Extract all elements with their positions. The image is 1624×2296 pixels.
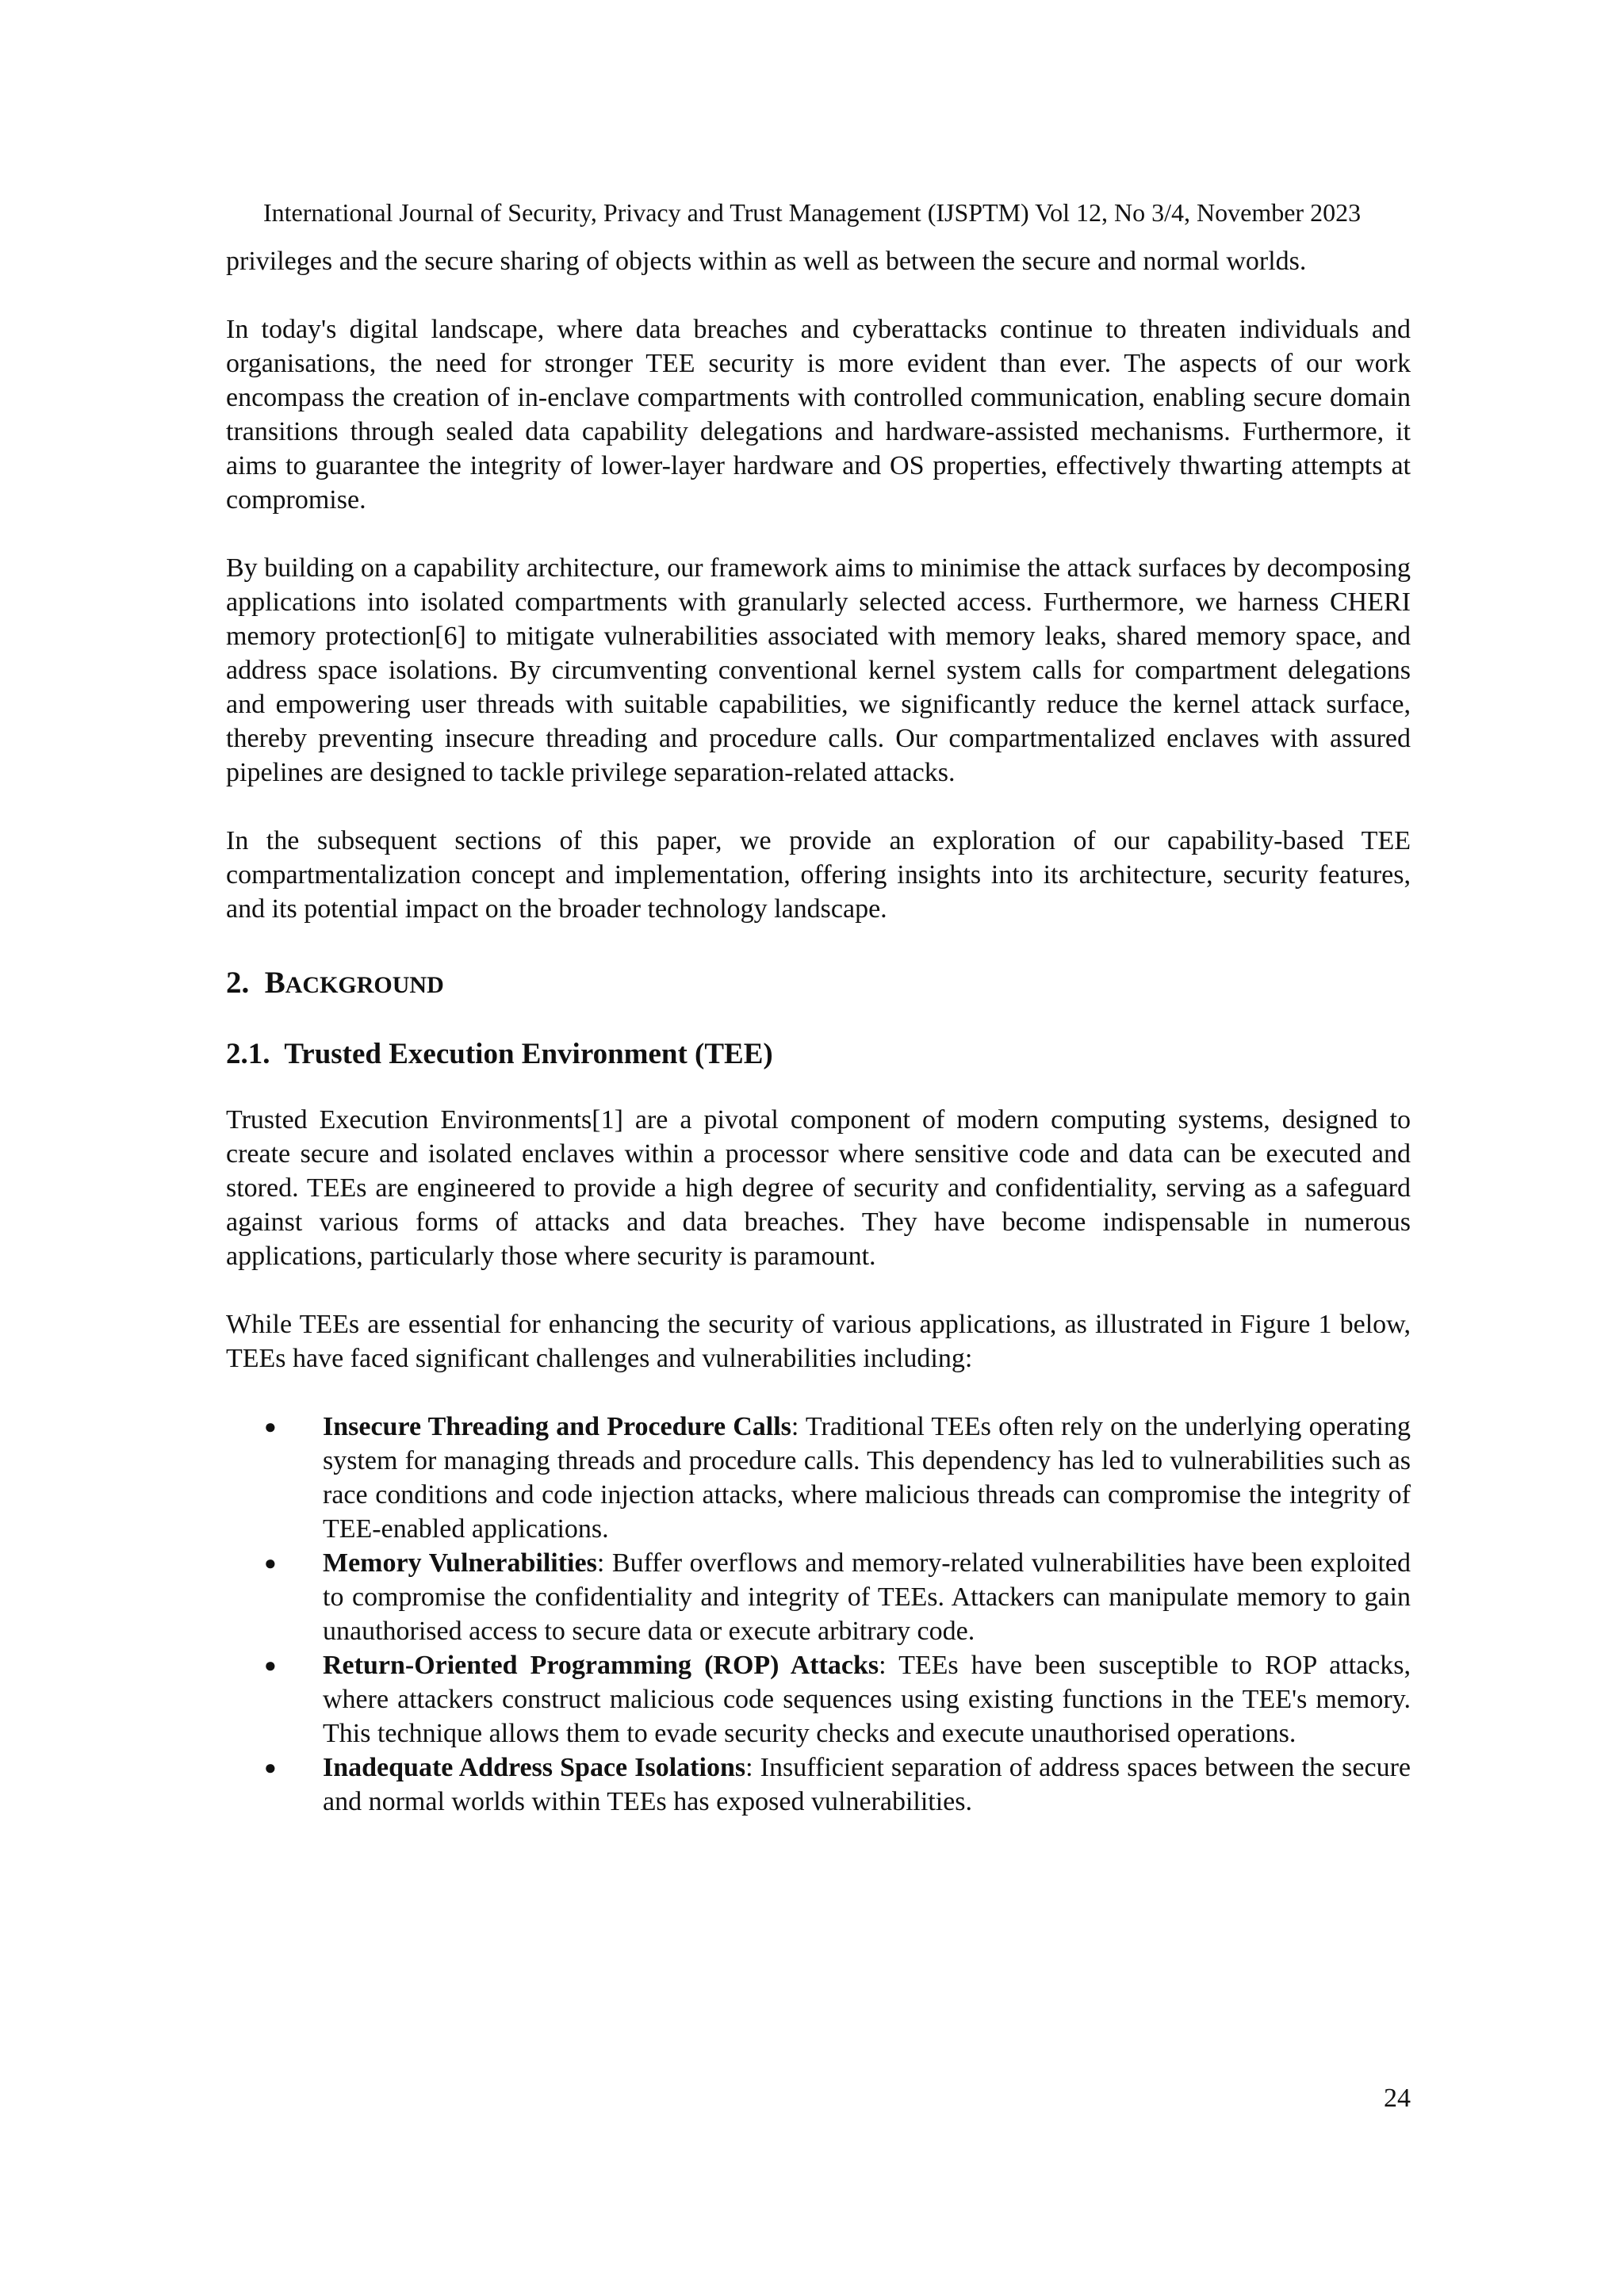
body-paragraph: By building on a capability architecture, our framework aims to minimise the attack surfaces by decomposing applications into isolated compartments with granularly selected access. Furthermore, we harness CHERI memory protection[6] to mitigate vulnerabilities associated with memory leaks, shared memory space, and address space isolations. By circumventing conventional kernel system calls for compartment delegations and empowering user threads with suitable capabilities, we significantly reduce the kernel attack surface, thereby preventing insecure threading and procedure calls. Our compartmentalized enclaves with assured pipelines are designed to tackle privilege separation-related attacks. bbox=[226, 553, 1411, 787]
list-item-text: : TEEs have been susceptible to ROP attacks, where attackers construct malicious code sequences using existing functions in the TEE's memory. This technique allows them to evade security checks and execute unauthorised operations. bbox=[323, 1651, 1411, 1748]
subsection-number: 2.1. bbox=[226, 1038, 270, 1070]
vulnerability-list bbox=[226, 1410, 1411, 1819]
list-item-term: Inadequate Address Space Isolations bbox=[323, 1753, 746, 1782]
section-heading bbox=[226, 962, 1411, 1006]
page-number: 24 bbox=[1384, 2084, 1411, 2113]
journal-running-header: International Journal of Security, Privacy and Trust Management (IJSPTM) Vol 12, No 3/4, November 2023 bbox=[262, 198, 1362, 227]
section-title-initial: B bbox=[264, 966, 285, 1000]
body-paragraph: Trusted Execution Environments[1] are a pivotal component of modern computing systems, designed to create secure and isolated enclaves within a processor where sensitive code and data can be executed and stored. TEEs are engineered to provide a high degree of security and confidentiality, serving as a safeguard against various forms of attacks and data breaches. They have become indispensable in numerous applications, particularly those where security is paramount. bbox=[226, 1105, 1411, 1271]
section-number: 2. bbox=[226, 966, 250, 1000]
list-item-text: : Buffer overflows and memory-related vulnerabilities have been exploited to compromise the confidentiality and integrity of TEEs. Attackers can manipulate memory to gain unauthorised access to secure data or execute arbitrary code. bbox=[323, 1548, 1411, 1646]
body-paragraph: In today's digital landscape, where data breaches and cyberattacks continue to threaten individuals and organisations, the need for stronger TEE security is more evident than ever. The aspects of our work encompass the creation of in-enclave compartments with controlled communication, enabling secure domain transitions through sealed data capability delegations and hardware-assisted mechanisms. Furthermore, it aims to guarantee the integrity of lower-layer hardware and OS properties, effectively thwarting attempts at compromise. bbox=[226, 315, 1411, 515]
list-item-term: Memory Vulnerabilities bbox=[323, 1548, 597, 1578]
list-item-text: : Insufficient separation of address spaces between the secure and normal worlds within TEEs has exposed vulnerabilities. bbox=[323, 1753, 1411, 1816]
list-item-text: : Traditional TEEs often rely on the underlying operating system for managing threads and procedure calls. This dependency has led to vulnerabilities such as race conditions and code injection attacks, where malicious threads can compromise the integrity of TEE-enabled applications. bbox=[323, 1412, 1411, 1544]
subsection-title: Trusted Execution Environment (TEE) bbox=[284, 1038, 773, 1070]
subsection-heading bbox=[226, 1035, 1411, 1074]
bullet-dot-icon: ● bbox=[264, 1552, 277, 1575]
list-item bbox=[264, 1751, 1411, 1819]
body-paragraph: In the subsequent sections of this paper, we provide an exploration of our capability-based TEE compartmentalization concept and implementation, offering insights into its architecture, security features, and its potential impact on the broader technology landscape. bbox=[226, 826, 1411, 924]
body-paragraph: While TEEs are essential for enhancing the security of various applications, as illustrated in Figure 1 below, TEEs have faced significant challenges and vulnerabilities including: bbox=[226, 1310, 1411, 1373]
page-body bbox=[226, 244, 1411, 1819]
body-paragraph: privileges and the secure sharing of objects within as well as between the secure and normal worlds. bbox=[226, 247, 1307, 276]
section-title-rest: ACKGROUND bbox=[285, 972, 444, 998]
bullet-dot-icon: ● bbox=[264, 1415, 277, 1438]
bullet-dot-icon: ● bbox=[264, 1756, 277, 1779]
list-item bbox=[264, 1546, 1411, 1648]
bullet-dot-icon: ● bbox=[264, 1654, 277, 1677]
list-item bbox=[264, 1648, 1411, 1751]
list-item bbox=[264, 1410, 1411, 1546]
list-item-term: Return-Oriented Programming (ROP) Attacks bbox=[323, 1651, 879, 1680]
list-item-term: Insecure Threading and Procedure Calls bbox=[323, 1412, 791, 1441]
